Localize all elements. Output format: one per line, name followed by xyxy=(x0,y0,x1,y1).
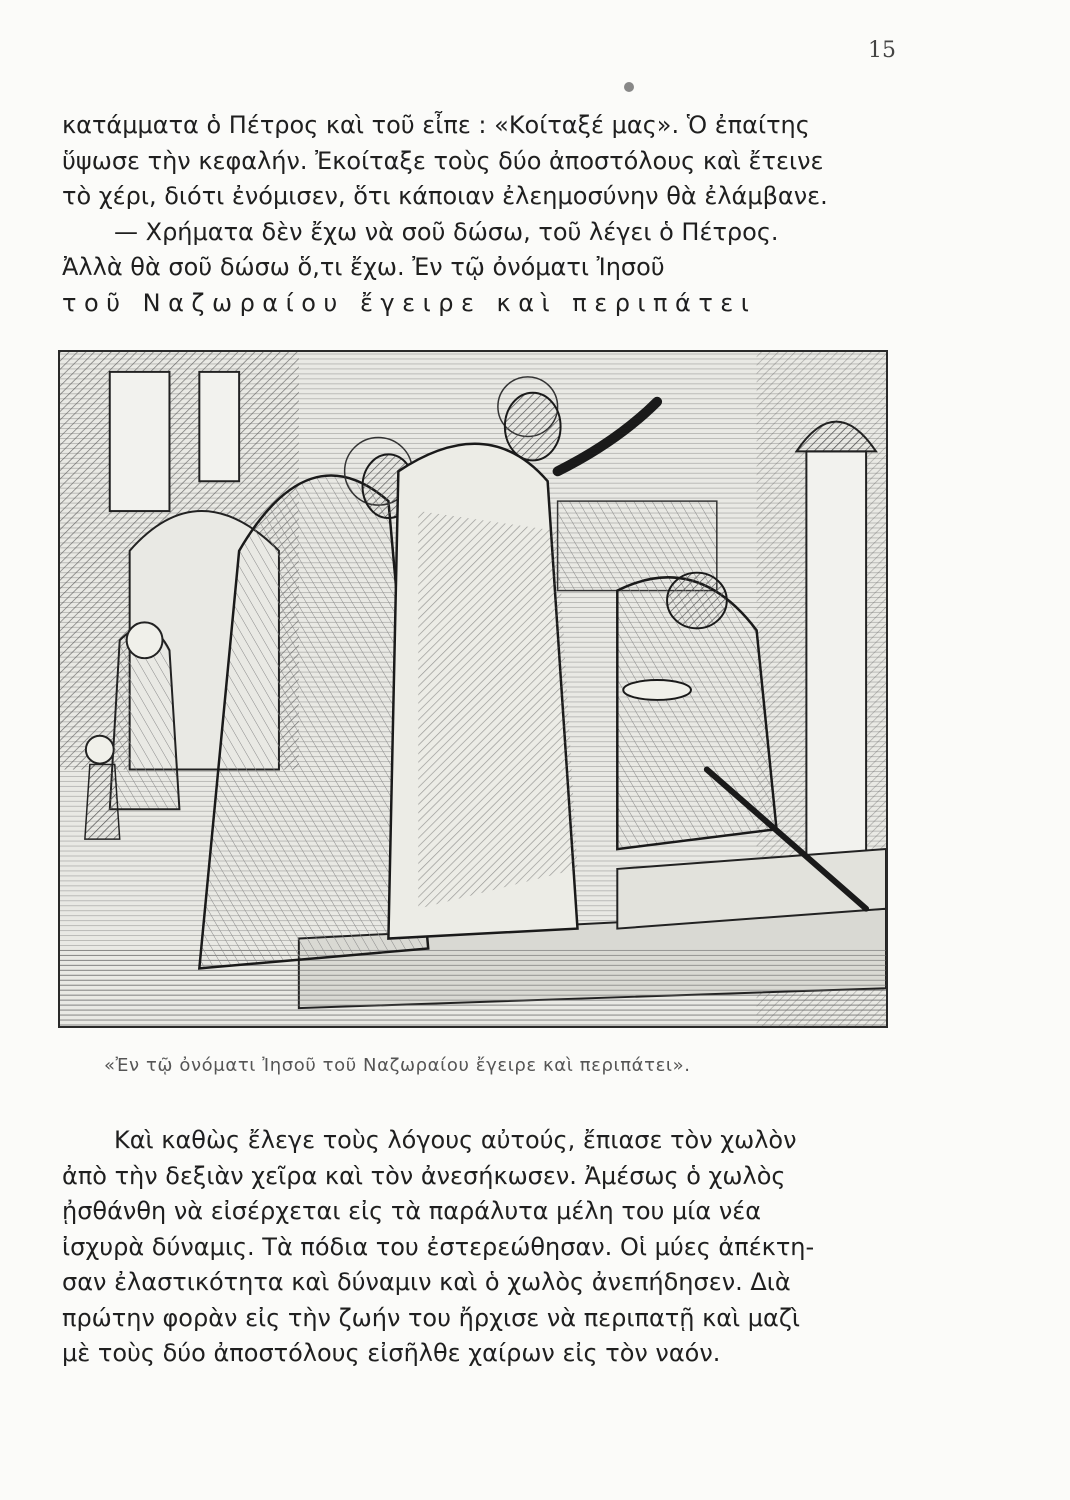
text-line: σαν ἐλαστικότητα καὶ δύναμιν καὶ ὁ χωλὸς ἀνεπήδησεν. Διὰ xyxy=(62,1268,791,1296)
illustration-caption: «Ἐν τῷ ὀνόματι Ἰησοῦ τοῦ Ναζωραίου ἔγειρε καὶ περιπάτει». xyxy=(104,1055,691,1076)
engraving-drawing xyxy=(60,352,886,1026)
text-line: — Χρήματα δὲν ἔχω νὰ σοῦ δώσω, τοῦ λέγει ὁ Πέτρος. xyxy=(114,217,779,246)
text-line: κατάμματα ὁ Πέτρος καὶ τοῦ εἶπε : «Κοίταξέ μας». Ὁ ἐπαίτης xyxy=(62,111,810,139)
ink-dot xyxy=(624,82,634,92)
text-line: ἰσχυρὰ δύναμις. Τὰ πόδια του ἐστερεώθησαν. Οἱ μύες ἀπέκτη- xyxy=(62,1232,815,1261)
page-number: 15 xyxy=(868,38,896,63)
text-line: μὲ τοὺς δύο ἀποστόλους εἰσῆλθε χαίρων εἰς τὸν ναόν. xyxy=(62,1339,721,1367)
text-line: τὸ χέρι, διότι ἐνόμισεν, ὅτι κάποιαν ἐλεημοσύνην θὰ ἐλάμβανε. xyxy=(62,182,828,210)
top-paragraph xyxy=(62,108,912,321)
bottom-paragraph xyxy=(62,1123,912,1372)
engraving-illustration xyxy=(58,350,888,1028)
text-line: ὕψωσε τὴν κεφαλήν. Ἐκοίταξε τοὺς δύο ἀποστόλους καὶ ἔτεινε xyxy=(62,146,824,175)
text-line: τοῦ Ναζωραίου ἔγειρε καὶ περιπάτει xyxy=(62,288,757,317)
text-line: ᾐσθάνθη νὰ εἰσέρχεται εἰς τὰ παράλυτα μέλη του μία νέα xyxy=(62,1197,762,1225)
text-line: πρώτην φορὰν εἰς τὴν ζωήν του ἤρχισε νὰ περιπατῇ καὶ μαζὶ xyxy=(62,1303,801,1332)
text-line: Καὶ καθὼς ἔλεγε τοὺς λόγους αὐτούς, ἔπιασε τὸν χωλὸν xyxy=(114,1126,797,1154)
text-line: Ἀλλὰ θὰ σοῦ δώσω ὅ,τι ἔχω. Ἐν τῷ ὀνόματι Ἰησοῦ xyxy=(62,253,665,281)
text-line: ἀπὸ τὴν δεξιὰν χεῖρα καὶ τὸν ἀνεσήκωσεν. Ἀμέσως ὁ χωλὸς xyxy=(62,1161,786,1190)
